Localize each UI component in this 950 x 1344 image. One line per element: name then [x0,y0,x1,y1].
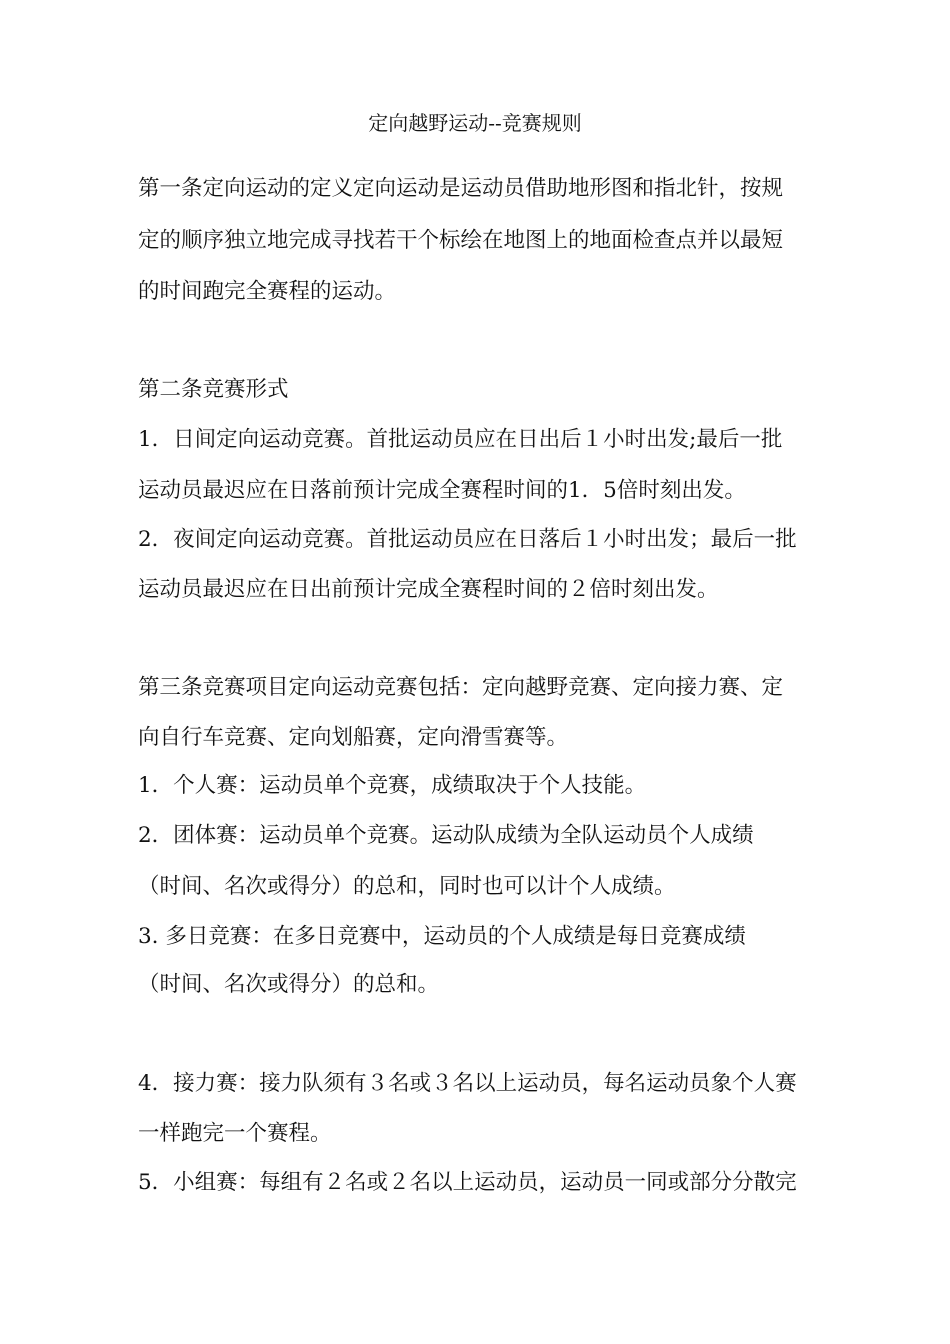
article3-item2-line2: （时间、名次或得分）的总和，同时也可以计个人成绩。 [138,874,676,899]
article3-item3-line2: （时间、名次或得分）的总和。 [138,972,440,997]
article1-line3: 的时间跑完全赛程的运动。 [138,279,397,304]
article3-line1: 第三条竞赛项目定向运动竞赛包括：定向越野竞赛、定向接力赛、定 [138,675,784,700]
article2-item1-line2: 运动员最迟应在日落前预计完成全赛程时间的1．5倍时刻出发。 [138,478,746,503]
article3-item4-line1: 4．接力赛：接力队须有３名或３名以上运动员，每名运动员象个人赛 [138,1071,797,1096]
article2-item2-line1: 2．夜间定向运动竞赛。首批运动员应在日落后１小时出发；最后一批 [138,527,797,552]
article3-item4-line2: 一样跑完一个赛程。 [138,1121,332,1146]
article2-item1-line1: 1．日间定向运动竞赛。首批运动员应在日出后１小时出发;最后一批 [138,427,783,452]
article3-item2-line1: 2．团体赛：运动员单个竞赛。运动队成绩为全队运动员个人成绩 [138,823,754,848]
document-title: 定向越野运动--竞赛规则 [368,111,582,135]
article3-item1: 1．个人赛：运动员单个竞赛，成绩取决于个人技能。 [138,773,647,798]
article2-heading: 第二条竞赛形式 [138,377,289,402]
article1-line2: 定的顺序独立地完成寻找若干个标绘在地图上的地面检查点并以最短 [138,228,784,253]
article1-line1: 第一条定向运动的定义定向运动是运动员借助地形图和指北针，按规 [138,176,784,201]
article2-item2-line2: 运动员最迟应在日出前预计完成全赛程时间的２倍时刻出发。 [138,577,719,602]
article3-item5-line1: 5．小组赛：每组有２名或２名以上运动员，运动员一同或部分分散完 [138,1170,797,1195]
article3-item3-line1: 3. 多日竞赛：在多日竞赛中，运动员的个人成绩是每日竞赛成绩 [138,924,746,949]
article3-line2: 向自行车竞赛、定向划船赛，定向滑雪赛等。 [138,725,569,750]
